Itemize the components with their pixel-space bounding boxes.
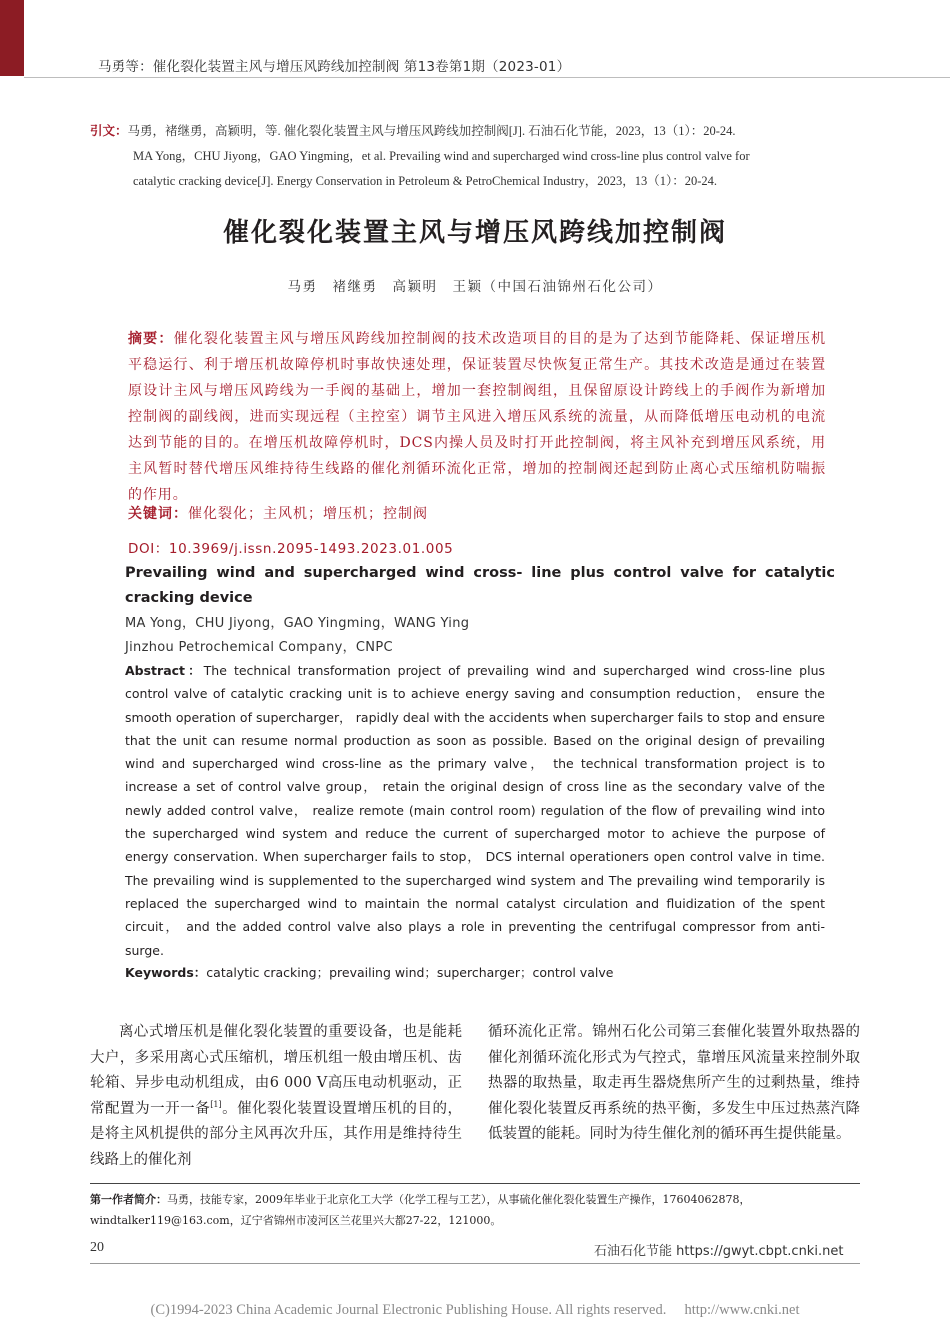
body-paragraph: 循环流化正常。锦州石化公司第三套催化装置外取热器的催化剂循环流化形式为气控式，靠增压风流量来控制外取热器的取热量，取走再生器烧焦所产生的过剩热量，维持催化裂化装置反再系统的热平衡，多发生中压过热蒸汽降低装置的能耗。同时为待生催化剂的循环再生提供能量。 [488, 1024, 860, 1142]
body-text: 。催化裂化装置设置增压机的目的，是将主风机提供的部分主风再次升压，其作用是维持待生线路上的催化剂 [90, 1100, 462, 1168]
author-footnote [90, 1189, 865, 1231]
citation-line-2: MA Yong，CHU Jiyong，GAO Yingming，et al. Prevailing wind and supercharged wind cross-line plus control valve for [133, 149, 750, 163]
body-text: 离心式增压机是催化裂化装置的重要设备，也是能耗大户，多采用离心式压缩机，增压机组一般由增压机、齿轮箱、异步电动机组成，由6 000 V高压电动机驱动，正常配置为一开一备 [90, 1024, 462, 1117]
citation-label: 引文： [90, 123, 128, 138]
english-authors: MA Yong，CHU Jiyong，GAO Yingming，WANG Ying [125, 616, 470, 631]
body-column-left [90, 1020, 462, 1173]
abstract-chinese [128, 326, 826, 508]
page-number: 20 [90, 1240, 104, 1255]
citation-line-3: catalytic cracking device[J]. Energy Conservation in Petroleum & PetroChemical Industry，2023，13（1）：20-24. [133, 174, 718, 188]
english-title: Prevailing wind and supercharged wind cross- line plus control valve for catalytic cracking device [125, 565, 835, 606]
reference-mark[interactable]: [1] [210, 1099, 222, 1109]
copyright-notice: (C)1994-2023 China Academic Journal Electronic Publishing House. All rights reserved. http://www.cnki.net [150, 1302, 800, 1318]
footnote-label: 第一作者简介： [90, 1193, 167, 1206]
footnote-text: 马勇，技能专家，2009年毕业于北京化工大学（化学工程与工艺），从事硫化催化裂化装置生产操作，17604062878，windtalker119@163.com，辽宁省锦州市凌河区兰花里兴大都27-22，121000。 [90, 1193, 751, 1227]
keywords-text: 催化裂化；主风机；增压机；控制阀 [188, 506, 428, 522]
body-paragraph [90, 1020, 462, 1173]
keywords-english [125, 963, 613, 981]
abstract-en-label: Abstract： [125, 663, 204, 678]
keywords-en-label: Keywords： [125, 965, 207, 980]
keywords-chinese [128, 502, 826, 526]
body-column-right [488, 1020, 860, 1148]
abstract-text: 催化裂化装置主风与增压风跨线加控制阀的技术改造项目的目的是为了达到节能降耗、保证增压机平稳运行、利于增压机故障停机时事故快速处理，保证装置尽快恢复正常生产。其技术改造是通过在装置原设计主风与增压风跨线为一手阀的基础上，增加一套控制阀组，且保留原设计跨线上的手阀作为新增加控制阀的副线阀，进而实现远程（主控室）调节主风进入增压风系统的流量，从而降低增压电动机的电流达到节能的目的。在增压机故障停机时，DCS内操人员及时打开此控制阀，将主风补充到增压风系统，用主风暂时替代增压风维持待生线路的催化剂循环流化正常，增加的控制阀还起到防止离心式压缩机防喘振的作用。 [128, 331, 826, 503]
header-divider [24, 77, 950, 78]
abstract-label: 摘要： [128, 331, 174, 347]
english-affiliation: Jinzhou Petrochemical Company，CNPC [125, 640, 393, 655]
citation-text-cn: 马勇，褚继勇，高颖明，等. 催化裂化装置主风与增压风跨线加控制阀[J]. 石油石化节能，2023，13（1）：20-24. [127, 124, 736, 138]
abstract-english [125, 659, 825, 962]
abstract-en-text: The technical transformation project of prevailing wind and supercharged wind cross-line plus control valve of catalytic cracking unit is to achieve energy saving and consumption reduction， ensure the smooth operation of supercharger， rapidly deal with the accidents when supercharger fails to stop and ensure that the unit can resume normal production as soon as possible. Based on the original design of prevailing wind and supercharged wind cross-line as the primary valve， the technical transformation project is to increase a set of control valve group， retain the original design of cross line as the secondary valve of the newly added control valve， realize remote (main control room) regulation of the flow of prevailing wind into the supercharged wind system and reduce the current of supercharged motor to achieve the purpose of energy conservation. When supercharger fails to stop， DCS internal operationers open control valve in time. The prevailing wind is supplemented to the supercharged wind system and The prevailing wind temporarily is replaced the supercharged wind to maintain the normal catalyst circulation and fluidization of the spent circuit， and the added control valve also plays a role in preventing the centrifugal compressor from anti-surge. [125, 663, 826, 958]
author-list: 马勇 褚继勇 高颖明 王颖（中国石油锦州石化公司） [287, 279, 663, 295]
keywords-en-text: catalytic cracking；prevailing wind；supercharger；control valve [206, 965, 614, 980]
citation-line-1 [90, 118, 865, 144]
footnote-divider [90, 1183, 860, 1184]
journal-url[interactable]: 石油石化节能 https://gwyt.cbpt.cnki.net [594, 1244, 844, 1259]
doi-link[interactable]: DOI：10.3969/j.issn.2095-1493.2023.01.005 [128, 541, 454, 557]
article-title: 催化裂化装置主风与增压风跨线加控制阀 [222, 218, 727, 248]
footer-divider [90, 1263, 860, 1264]
citation-block [90, 118, 865, 194]
header-color-bar [0, 0, 24, 76]
keywords-label: 关键词： [128, 506, 188, 522]
running-header: 马勇等：催化裂化装置主风与增压风跨线加控制阀 第13卷第1期（2023-01） [98, 59, 571, 75]
